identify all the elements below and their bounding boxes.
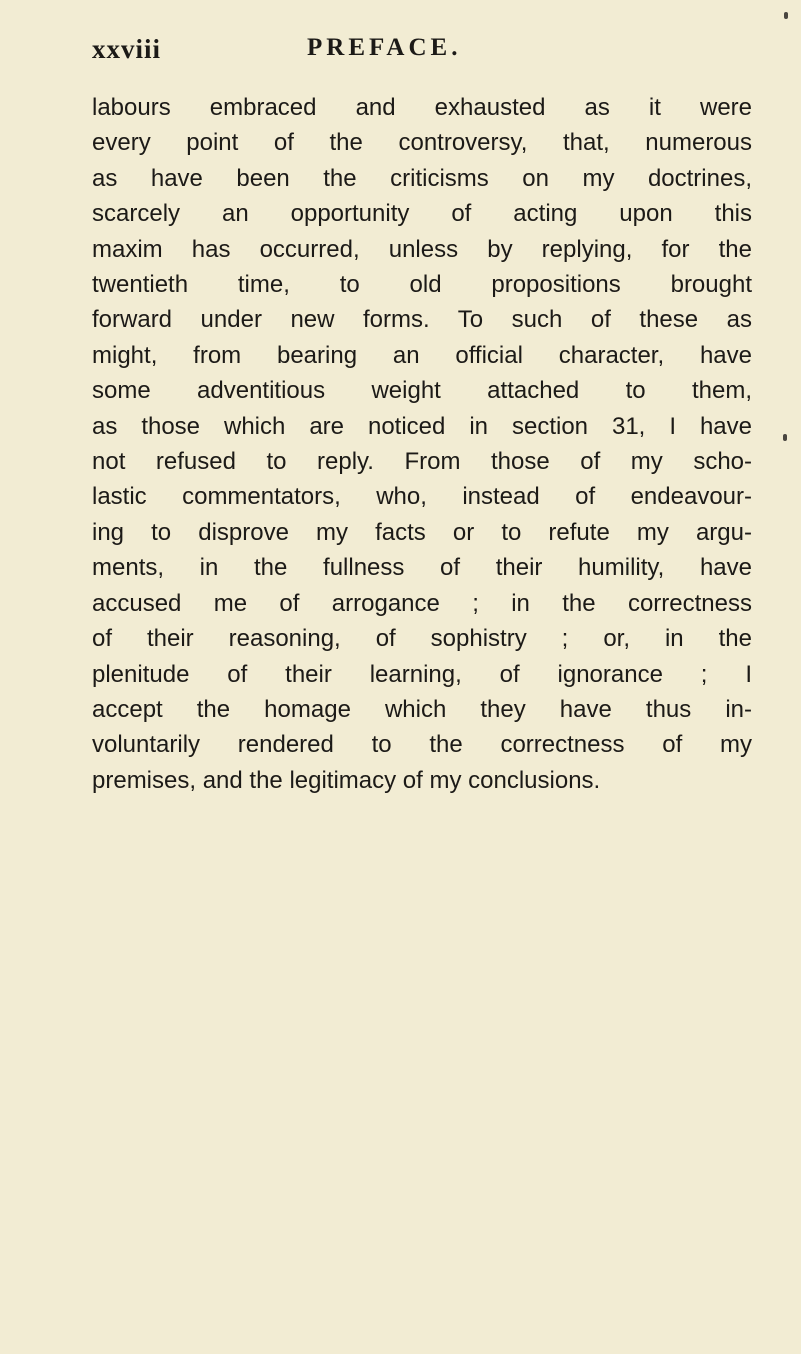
text-line: accept the homage which they have thus in- xyxy=(92,695,752,723)
page-header xyxy=(92,34,732,68)
text-line: forward under new forms. To such of these as xyxy=(92,306,752,334)
text-line: as have been the criticisms on my doctrines, xyxy=(92,164,752,192)
text-line: ing to disprove my facts or to refute my argu- xyxy=(92,518,752,546)
page-number: xxviii xyxy=(92,34,162,64)
text-line: twentieth time, to old propositions brought xyxy=(92,271,752,299)
text-line: lastic commentators, who, instead of endeavour- xyxy=(92,483,752,511)
text-line: scarcely an opportunity of acting upon this xyxy=(92,200,752,228)
text-line: of their reasoning, of sophistry ; or, in the xyxy=(92,625,752,653)
text-line: as those which are noticed in section 31, I have xyxy=(92,412,752,440)
text-line: some adventitious weight attached to them, xyxy=(92,377,752,405)
text-line: maxim has occurred, unless by replying, for the xyxy=(92,235,752,263)
text-line: not refused to reply. From those of my scho- xyxy=(92,448,752,476)
text-line: every point of the controversy, that, numerous xyxy=(92,129,752,157)
text-line: accused me of arrogance ; in the correctness xyxy=(92,589,752,617)
text-line: ments, in the fullness of their humility, have xyxy=(92,554,752,582)
body-text xyxy=(92,90,752,798)
text-line: plenitude of their learning, of ignorance ; I xyxy=(92,660,752,688)
text-line: labours embraced and exhausted as it were xyxy=(92,94,752,121)
running-title: PREFACE. xyxy=(307,34,462,61)
text-line: might, from bearing an official character, have xyxy=(92,341,752,369)
text-line: voluntarily rendered to the correctness of my xyxy=(92,731,752,759)
margin-speck xyxy=(783,434,787,441)
text-line: premises, and the legitimacy of my conclusions. xyxy=(92,766,601,794)
margin-speck xyxy=(784,12,788,19)
